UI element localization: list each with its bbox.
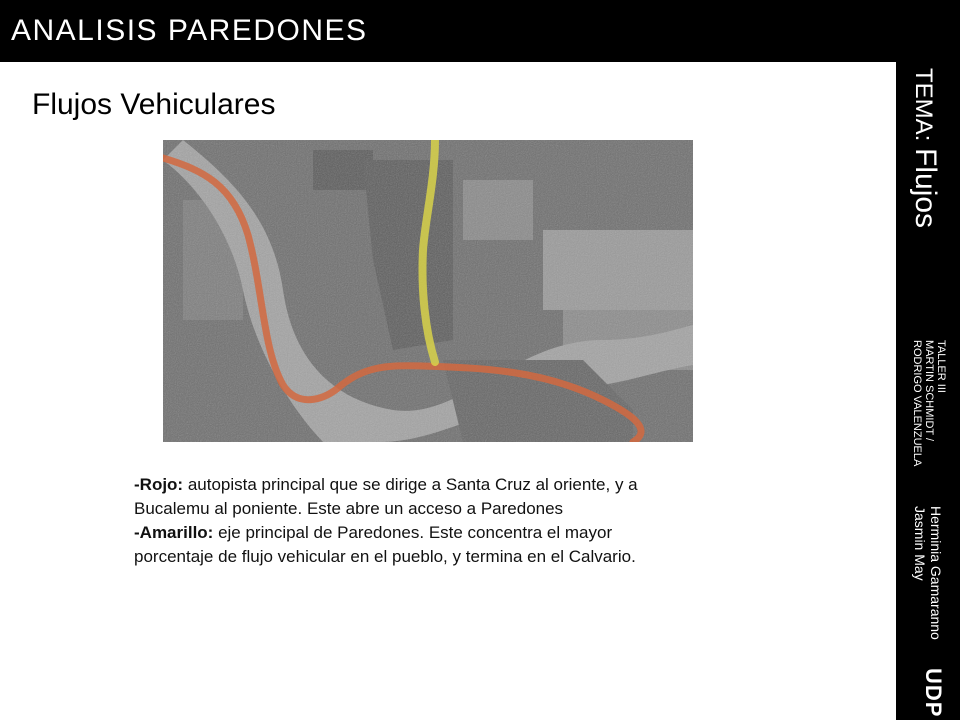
udp-logo: UDP	[921, 668, 946, 718]
aerial-map	[163, 140, 693, 442]
page-title: Flujos Vehiculares	[32, 88, 276, 121]
author-2: Jasmin May	[912, 506, 928, 581]
amarillo-paragraph	[134, 521, 694, 569]
description	[134, 473, 694, 569]
header-bar	[0, 0, 896, 62]
rojo-paragraph	[134, 473, 694, 521]
taller-line-1: TALLER III	[935, 340, 947, 393]
rojo-text: autopista principal que se dirige a Santa Cruz al oriente, y a Bucalemu al poniente. Este abre un acceso a Paredones	[134, 475, 638, 518]
amarillo-text: eje principal de Paredones. Este concentra el mayor porcentaje de flujo vehicular en el pueblo, y termina en el Calvario.	[134, 523, 636, 566]
amarillo-label: -Amarillo:	[134, 523, 214, 542]
taller-line-2: MARTIN SCHMIDT /	[923, 340, 935, 442]
taller-credits	[911, 340, 947, 466]
tema-prefix: TEMA:	[910, 68, 937, 142]
author-1: Herminia Gamaranno	[928, 506, 944, 640]
header-title: ANALISIS PAREDONES	[11, 14, 368, 47]
tema-value: Flujos	[909, 148, 942, 229]
tema-label	[908, 68, 940, 228]
rojo-label: -Rojo:	[134, 475, 184, 494]
authors	[912, 506, 944, 640]
taller-line-3: RODRIGO VALENZUELA	[911, 340, 923, 467]
